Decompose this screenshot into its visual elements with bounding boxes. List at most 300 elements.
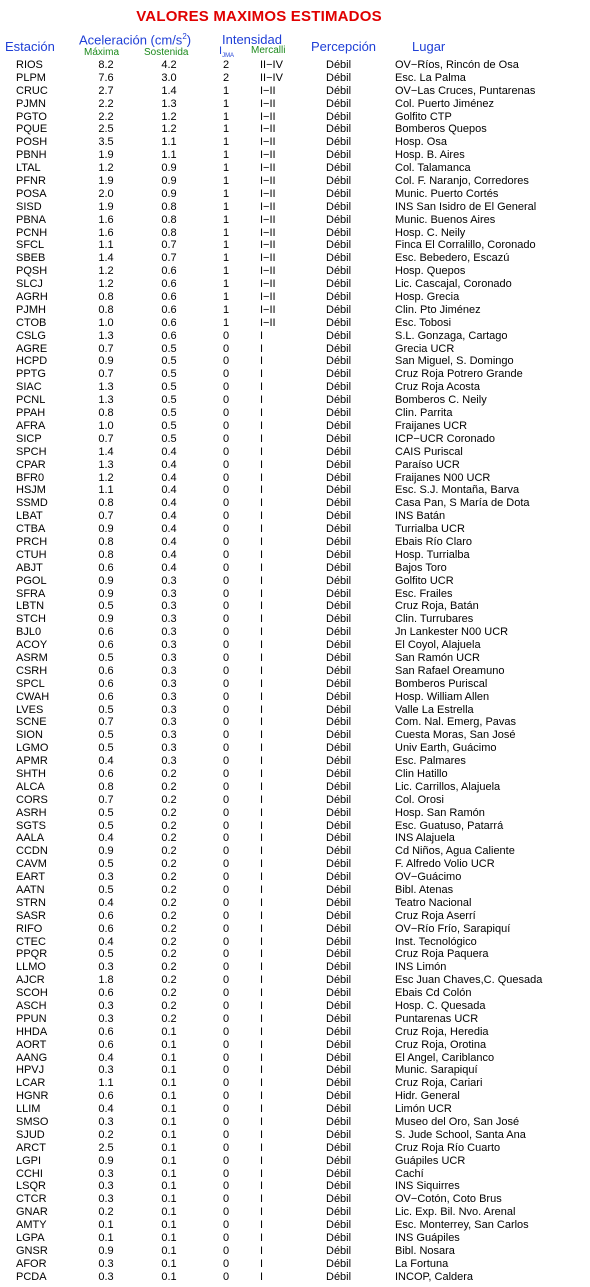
jma-intensity: 0 bbox=[222, 535, 230, 548]
sustained-acceleration: 0.3 bbox=[161, 626, 177, 639]
table-row bbox=[0, 716, 590, 729]
jma-intensity: 0 bbox=[222, 793, 230, 806]
table-row bbox=[0, 1245, 590, 1258]
jma-intensity: 0 bbox=[222, 780, 230, 793]
perception: Débil bbox=[326, 664, 352, 677]
location: Lic. Exp. Bil. Nvo. Arenal bbox=[395, 1206, 516, 1219]
jma-intensity: 0 bbox=[222, 690, 230, 703]
location: Cruz Roja Acosta bbox=[395, 381, 480, 394]
jma-intensity: 0 bbox=[222, 729, 230, 742]
location: OV−Río Frío, Sarapiquí bbox=[395, 922, 511, 935]
perception: Débil bbox=[326, 948, 352, 961]
max-acceleration: 0.9 bbox=[98, 523, 114, 536]
location: Univ Earth, Guácimo bbox=[395, 742, 497, 755]
jma-intensity: 0 bbox=[222, 523, 230, 536]
table-row bbox=[0, 613, 590, 626]
jma-intensity: 0 bbox=[222, 419, 230, 432]
mercalli-intensity: I−II bbox=[260, 200, 276, 213]
mercalli-intensity: I−II bbox=[260, 213, 276, 226]
max-acceleration: 0.5 bbox=[98, 729, 114, 742]
max-acceleration: 0.5 bbox=[98, 884, 114, 896]
max-acceleration: 2.0 bbox=[98, 187, 114, 200]
max-acceleration: 0.5 bbox=[98, 600, 114, 613]
station-code: PPUN bbox=[16, 1012, 47, 1025]
station-code: SFRA bbox=[16, 587, 46, 600]
station-code: RIFO bbox=[16, 922, 43, 935]
mercalli-intensity: I−II bbox=[260, 187, 276, 200]
location: Bomberos Puriscal bbox=[395, 677, 488, 690]
max-acceleration: 0.8 bbox=[98, 548, 114, 561]
mercalli-intensity: I bbox=[260, 368, 264, 381]
jma-intensity: 0 bbox=[222, 858, 230, 871]
station-code: HSJM bbox=[16, 484, 46, 497]
sustained-acceleration: 0.8 bbox=[161, 213, 177, 226]
max-acceleration: 0.6 bbox=[98, 639, 114, 652]
station-code: SJUD bbox=[16, 1128, 45, 1141]
station-code: PPQR bbox=[16, 948, 48, 961]
sustained-acceleration: 0.5 bbox=[161, 342, 177, 355]
perception: Débil bbox=[326, 213, 352, 226]
sustained-acceleration: 1.2 bbox=[161, 110, 177, 123]
mercalli-intensity: I bbox=[260, 587, 264, 600]
max-acceleration: 0.7 bbox=[98, 368, 114, 381]
jma-intensity: 1 bbox=[222, 226, 230, 239]
jma-intensity: 0 bbox=[222, 948, 230, 961]
mercalli-intensity: I bbox=[260, 690, 264, 703]
station-code: RIOS bbox=[16, 59, 43, 71]
station-code: SSMD bbox=[16, 497, 48, 510]
jma-intensity: 0 bbox=[222, 510, 230, 523]
mercalli-intensity: I−II bbox=[260, 123, 276, 136]
mercalli-intensity: I bbox=[260, 1270, 264, 1283]
mercalli-intensity: I−II bbox=[260, 162, 276, 175]
perception: Débil bbox=[326, 561, 352, 574]
mercalli-intensity: I−II bbox=[260, 110, 276, 123]
location: Cuesta Moras, San José bbox=[395, 729, 516, 742]
station-code: CTCR bbox=[16, 1193, 47, 1206]
max-acceleration: 0.6 bbox=[98, 626, 114, 639]
table-row bbox=[0, 1000, 590, 1013]
max-acceleration: 0.9 bbox=[98, 587, 114, 600]
jma-intensity: 1 bbox=[222, 303, 230, 316]
location: Grecia UCR bbox=[395, 342, 455, 355]
station-code: SIAC bbox=[16, 381, 42, 394]
mercalli-intensity: I−II bbox=[260, 136, 276, 149]
perception: Débil bbox=[326, 1193, 352, 1206]
location: Esc. Frailes bbox=[395, 587, 453, 600]
table-row bbox=[0, 239, 590, 252]
station-code: CTEC bbox=[16, 935, 46, 948]
jma-intensity: 0 bbox=[222, 368, 230, 381]
station-code: PCNH bbox=[16, 226, 48, 239]
station-code: SPCL bbox=[16, 677, 45, 690]
sustained-acceleration: 0.2 bbox=[161, 922, 177, 935]
perception: Débil bbox=[326, 600, 352, 613]
max-acceleration: 0.8 bbox=[98, 291, 114, 304]
table-row bbox=[0, 278, 590, 291]
max-acceleration: 0.3 bbox=[98, 871, 114, 884]
location: Bibl. Nosara bbox=[395, 1244, 455, 1257]
table-row bbox=[0, 59, 590, 72]
jma-intensity: 0 bbox=[222, 832, 230, 845]
location: Bomberos Quepos bbox=[395, 123, 487, 136]
max-acceleration: 2.5 bbox=[98, 123, 114, 136]
max-acceleration: 1.3 bbox=[98, 329, 114, 342]
max-acceleration: 1.2 bbox=[98, 278, 114, 291]
jma-intensity: 1 bbox=[222, 110, 230, 123]
perception: Débil bbox=[326, 780, 352, 793]
mercalli-intensity: I bbox=[260, 729, 264, 742]
perception: Débil bbox=[326, 574, 352, 587]
location: Cd Niños, Agua Caliente bbox=[395, 845, 515, 858]
table-row bbox=[0, 420, 590, 433]
perception: Débil bbox=[326, 729, 352, 742]
perception: Débil bbox=[326, 458, 352, 471]
table-row bbox=[0, 1116, 590, 1129]
perception: Débil bbox=[326, 871, 352, 884]
location: Esc. Guatuso, Patarrá bbox=[395, 819, 504, 832]
max-acceleration: 0.1 bbox=[98, 1219, 114, 1232]
table-row bbox=[0, 936, 590, 949]
table-row bbox=[0, 381, 590, 394]
station-code: CWAH bbox=[16, 690, 50, 703]
sustained-acceleration: 0.2 bbox=[161, 832, 177, 845]
jma-intensity: 0 bbox=[222, 845, 230, 858]
station-code: AJCR bbox=[16, 974, 45, 987]
max-acceleration: 0.9 bbox=[98, 574, 114, 587]
max-acceleration: 1.2 bbox=[98, 265, 114, 278]
max-acceleration: 0.8 bbox=[98, 497, 114, 510]
location: Valle La Estrella bbox=[395, 703, 474, 716]
perception: Débil bbox=[326, 303, 352, 316]
perception: Débil bbox=[326, 1219, 352, 1232]
location: Museo del Oro, San José bbox=[395, 1116, 520, 1129]
mercalli-intensity: I bbox=[260, 922, 264, 935]
mercalli-intensity: I bbox=[260, 484, 264, 497]
mercalli-intensity: I−II bbox=[260, 265, 276, 278]
station-code: CTUH bbox=[16, 548, 47, 561]
sustained-acceleration: 0.1 bbox=[161, 1154, 177, 1167]
table-row bbox=[0, 1103, 590, 1116]
perception: Débil bbox=[326, 187, 352, 200]
sustained-acceleration: 1.4 bbox=[161, 84, 177, 97]
table-row bbox=[0, 549, 590, 562]
location: Esc Juan Chaves,C. Quesada bbox=[395, 974, 543, 987]
location: San Rafael Oreamuno bbox=[395, 664, 505, 677]
location: Clin. Pto Jiménez bbox=[395, 303, 481, 316]
jma-intensity: 0 bbox=[222, 1077, 230, 1090]
jma-intensity: 0 bbox=[222, 1270, 230, 1283]
location: Guápiles UCR bbox=[395, 1154, 466, 1167]
station-code: ASCH bbox=[16, 1000, 47, 1013]
jma-intensity: 1 bbox=[222, 136, 230, 149]
mercalli-intensity: I bbox=[260, 497, 264, 510]
perception: Débil bbox=[326, 445, 352, 458]
mercalli-intensity: I bbox=[260, 767, 264, 780]
jma-intensity: 0 bbox=[222, 1257, 230, 1270]
mercalli-intensity: I bbox=[260, 1167, 264, 1180]
max-acceleration: 0.7 bbox=[98, 510, 114, 523]
table-row bbox=[0, 510, 590, 523]
location: Ebais Río Claro bbox=[395, 535, 473, 548]
location: Esc. S.J. Montaña, Barva bbox=[395, 484, 520, 497]
mercalli-intensity: I bbox=[260, 329, 264, 342]
jma-intensity: 0 bbox=[222, 1064, 230, 1077]
station-code: CTOB bbox=[16, 316, 47, 329]
perception: Débil bbox=[326, 484, 352, 497]
sustained-acceleration: 0.3 bbox=[161, 755, 177, 768]
table-row bbox=[0, 162, 590, 175]
perception: Débil bbox=[326, 265, 352, 278]
header-maxima: Máxima bbox=[84, 47, 120, 58]
station-code: LVES bbox=[16, 703, 44, 716]
header-sostenida: Sostenida bbox=[144, 47, 189, 58]
location: F. Alfredo Volio UCR bbox=[395, 858, 495, 871]
location: El Coyol, Alajuela bbox=[395, 639, 481, 652]
jma-intensity: 0 bbox=[222, 1103, 230, 1116]
sustained-acceleration: 0.3 bbox=[161, 690, 177, 703]
mercalli-intensity: I−II bbox=[260, 252, 276, 265]
location: Hosp. San Ramón bbox=[395, 806, 485, 819]
jma-intensity: 0 bbox=[222, 329, 230, 342]
perception: Débil bbox=[326, 703, 352, 716]
sustained-acceleration: 0.1 bbox=[161, 1219, 177, 1232]
station-code: LBAT bbox=[16, 510, 43, 523]
sustained-acceleration: 0.2 bbox=[161, 884, 177, 896]
perception: Débil bbox=[326, 407, 352, 420]
stations-table bbox=[0, 59, 590, 1284]
perception: Débil bbox=[326, 252, 352, 265]
sustained-acceleration: 0.2 bbox=[161, 780, 177, 793]
perception: Débil bbox=[326, 935, 352, 948]
location: Esc. Monterrey, San Carlos bbox=[395, 1219, 529, 1232]
table-row bbox=[0, 729, 590, 742]
location: Munic. Sarapiquí bbox=[395, 1064, 478, 1077]
location: Clin. Parrita bbox=[395, 407, 453, 420]
mercalli-intensity: I bbox=[260, 909, 264, 922]
sustained-acceleration: 0.6 bbox=[161, 316, 177, 329]
sustained-acceleration: 0.5 bbox=[161, 355, 177, 368]
jma-intensity: 1 bbox=[222, 213, 230, 226]
jma-intensity: 0 bbox=[222, 381, 230, 394]
table-row bbox=[0, 227, 590, 240]
station-code: AALA bbox=[16, 832, 45, 845]
jma-intensity: 0 bbox=[222, 1038, 230, 1051]
mercalli-intensity: I bbox=[260, 987, 264, 1000]
mercalli-intensity: I bbox=[260, 884, 264, 896]
mercalli-intensity: I−II bbox=[260, 84, 276, 97]
location: CAIS Puriscal bbox=[395, 445, 463, 458]
station-code: LLMO bbox=[16, 961, 46, 974]
perception: Débil bbox=[326, 1000, 352, 1013]
sustained-acceleration: 0.4 bbox=[161, 497, 177, 510]
jma-intensity: 0 bbox=[222, 961, 230, 974]
perception: Débil bbox=[326, 432, 352, 445]
location: Hosp. C. Quesada bbox=[395, 1000, 486, 1013]
table-row bbox=[0, 304, 590, 317]
max-acceleration: 1.3 bbox=[98, 394, 114, 407]
jma-intensity: 0 bbox=[222, 742, 230, 755]
location: Hosp. B. Aires bbox=[395, 149, 465, 162]
perception: Débil bbox=[326, 136, 352, 149]
table-row bbox=[0, 832, 590, 845]
location: Hosp. Grecia bbox=[395, 291, 460, 304]
station-code: PRCH bbox=[16, 535, 48, 548]
max-acceleration: 0.5 bbox=[98, 703, 114, 716]
station-code: SMSO bbox=[16, 1116, 49, 1129]
sustained-acceleration: 0.4 bbox=[161, 510, 177, 523]
mercalli-intensity: I bbox=[260, 948, 264, 961]
table-row bbox=[0, 497, 590, 510]
station-code: CSLG bbox=[16, 329, 46, 342]
max-acceleration: 1.1 bbox=[98, 484, 114, 497]
location: Esc. Tobosi bbox=[395, 316, 452, 329]
location: Golfito UCR bbox=[395, 574, 454, 587]
perception: Débil bbox=[326, 974, 352, 987]
perception: Débil bbox=[326, 587, 352, 600]
perception: Débil bbox=[326, 1180, 352, 1193]
max-acceleration: 8.2 bbox=[98, 59, 114, 71]
station-code: AMTY bbox=[16, 1219, 47, 1232]
jma-intensity: 1 bbox=[222, 97, 230, 110]
perception: Débil bbox=[326, 200, 352, 213]
mercalli-intensity: I−II bbox=[260, 278, 276, 291]
perception: Débil bbox=[326, 123, 352, 136]
jma-intensity: 0 bbox=[222, 1244, 230, 1257]
sustained-acceleration: 0.3 bbox=[161, 664, 177, 677]
table-row bbox=[0, 484, 590, 497]
max-acceleration: 0.3 bbox=[98, 1193, 114, 1206]
table-row bbox=[0, 291, 590, 304]
table-row bbox=[0, 72, 590, 85]
table-row bbox=[0, 1039, 590, 1052]
max-acceleration: 0.7 bbox=[98, 342, 114, 355]
max-acceleration: 0.3 bbox=[98, 961, 114, 974]
table-row bbox=[0, 407, 590, 420]
perception: Débil bbox=[326, 793, 352, 806]
mercalli-intensity: I bbox=[260, 1000, 264, 1013]
station-code: PQSH bbox=[16, 265, 48, 278]
table-row bbox=[0, 317, 590, 330]
location: INS Siquirres bbox=[395, 1180, 460, 1193]
perception: Débil bbox=[326, 896, 352, 909]
sustained-acceleration: 0.2 bbox=[161, 767, 177, 780]
station-code: PGOL bbox=[16, 574, 47, 587]
max-acceleration: 0.5 bbox=[98, 858, 114, 871]
mercalli-intensity: I bbox=[260, 574, 264, 587]
max-acceleration: 0.3 bbox=[98, 1167, 114, 1180]
max-acceleration: 0.6 bbox=[98, 690, 114, 703]
perception: Débil bbox=[326, 316, 352, 329]
perception: Débil bbox=[326, 239, 352, 252]
location: INS Batán bbox=[395, 510, 446, 523]
mercalli-intensity: I bbox=[260, 845, 264, 858]
table-row bbox=[0, 188, 590, 201]
perception: Débil bbox=[326, 1128, 352, 1141]
table-row bbox=[0, 1193, 590, 1206]
sustained-acceleration: 0.3 bbox=[161, 587, 177, 600]
max-acceleration: 1.4 bbox=[98, 445, 114, 458]
table-row bbox=[0, 948, 590, 961]
max-acceleration: 0.4 bbox=[98, 896, 114, 909]
table-row bbox=[0, 355, 590, 368]
location: Munic. Buenos Aires bbox=[395, 213, 496, 226]
mercalli-intensity: I bbox=[260, 871, 264, 884]
max-acceleration: 0.6 bbox=[98, 1038, 114, 1051]
mercalli-intensity: I bbox=[260, 832, 264, 845]
table-row bbox=[0, 588, 590, 601]
mercalli-intensity: I bbox=[260, 703, 264, 716]
max-acceleration: 0.5 bbox=[98, 806, 114, 819]
max-acceleration: 0.6 bbox=[98, 909, 114, 922]
perception: Débil bbox=[326, 1025, 352, 1038]
table-row bbox=[0, 858, 590, 871]
jma-intensity: 0 bbox=[222, 1012, 230, 1025]
table-row bbox=[0, 755, 590, 768]
max-acceleration: 1.0 bbox=[98, 419, 114, 432]
station-code: PQUE bbox=[16, 123, 48, 136]
mercalli-intensity: I bbox=[260, 471, 264, 484]
sustained-acceleration: 0.1 bbox=[161, 1180, 177, 1193]
location: Jn Lankester N00 UCR bbox=[395, 626, 509, 639]
location: Bajos Toro bbox=[395, 561, 447, 574]
perception: Débil bbox=[326, 626, 352, 639]
jma-intensity: 0 bbox=[222, 1232, 230, 1245]
station-code: AGRH bbox=[16, 291, 48, 304]
max-acceleration: 0.6 bbox=[98, 922, 114, 935]
station-code: SCNE bbox=[16, 716, 47, 729]
mercalli-intensity: I bbox=[260, 742, 264, 755]
station-code: SFCL bbox=[16, 239, 45, 252]
sustained-acceleration: 3.0 bbox=[161, 71, 177, 84]
mercalli-intensity: I bbox=[260, 1180, 264, 1193]
sustained-acceleration: 0.2 bbox=[161, 793, 177, 806]
jma-intensity: 0 bbox=[222, 626, 230, 639]
sustained-acceleration: 0.3 bbox=[161, 742, 177, 755]
table-row bbox=[0, 149, 590, 162]
sustained-acceleration: 0.1 bbox=[161, 1038, 177, 1051]
sustained-acceleration: 0.5 bbox=[161, 368, 177, 381]
station-code: ASRM bbox=[16, 651, 48, 664]
max-acceleration: 1.3 bbox=[98, 381, 114, 394]
jma-intensity: 0 bbox=[222, 600, 230, 613]
station-code: BFR0 bbox=[16, 471, 45, 484]
sustained-acceleration: 0.9 bbox=[161, 175, 177, 188]
mercalli-intensity: I bbox=[260, 819, 264, 832]
sustained-acceleration: 0.4 bbox=[161, 458, 177, 471]
mercalli-intensity: I bbox=[260, 510, 264, 523]
mercalli-intensity: I−II bbox=[260, 226, 276, 239]
location: San Ramón UCR bbox=[395, 651, 480, 664]
jma-intensity: 1 bbox=[222, 84, 230, 97]
max-acceleration: 0.2 bbox=[98, 1128, 114, 1141]
location: Hosp. Quepos bbox=[395, 265, 466, 278]
perception: Débil bbox=[326, 1038, 352, 1051]
jma-intensity: 0 bbox=[222, 342, 230, 355]
location: Com. Nal. Emerg, Pavas bbox=[395, 716, 517, 729]
sustained-acceleration: 0.6 bbox=[161, 265, 177, 278]
sustained-acceleration: 0.1 bbox=[161, 1103, 177, 1116]
jma-intensity: 0 bbox=[222, 1206, 230, 1219]
station-code: SICP bbox=[16, 432, 42, 445]
table-row bbox=[0, 1077, 590, 1090]
mercalli-intensity: I bbox=[260, 1038, 264, 1051]
table-row bbox=[0, 1013, 590, 1026]
mercalli-intensity: I bbox=[260, 1116, 264, 1129]
table-row bbox=[0, 136, 590, 149]
jma-intensity: 0 bbox=[222, 677, 230, 690]
sustained-acceleration: 0.2 bbox=[161, 871, 177, 884]
